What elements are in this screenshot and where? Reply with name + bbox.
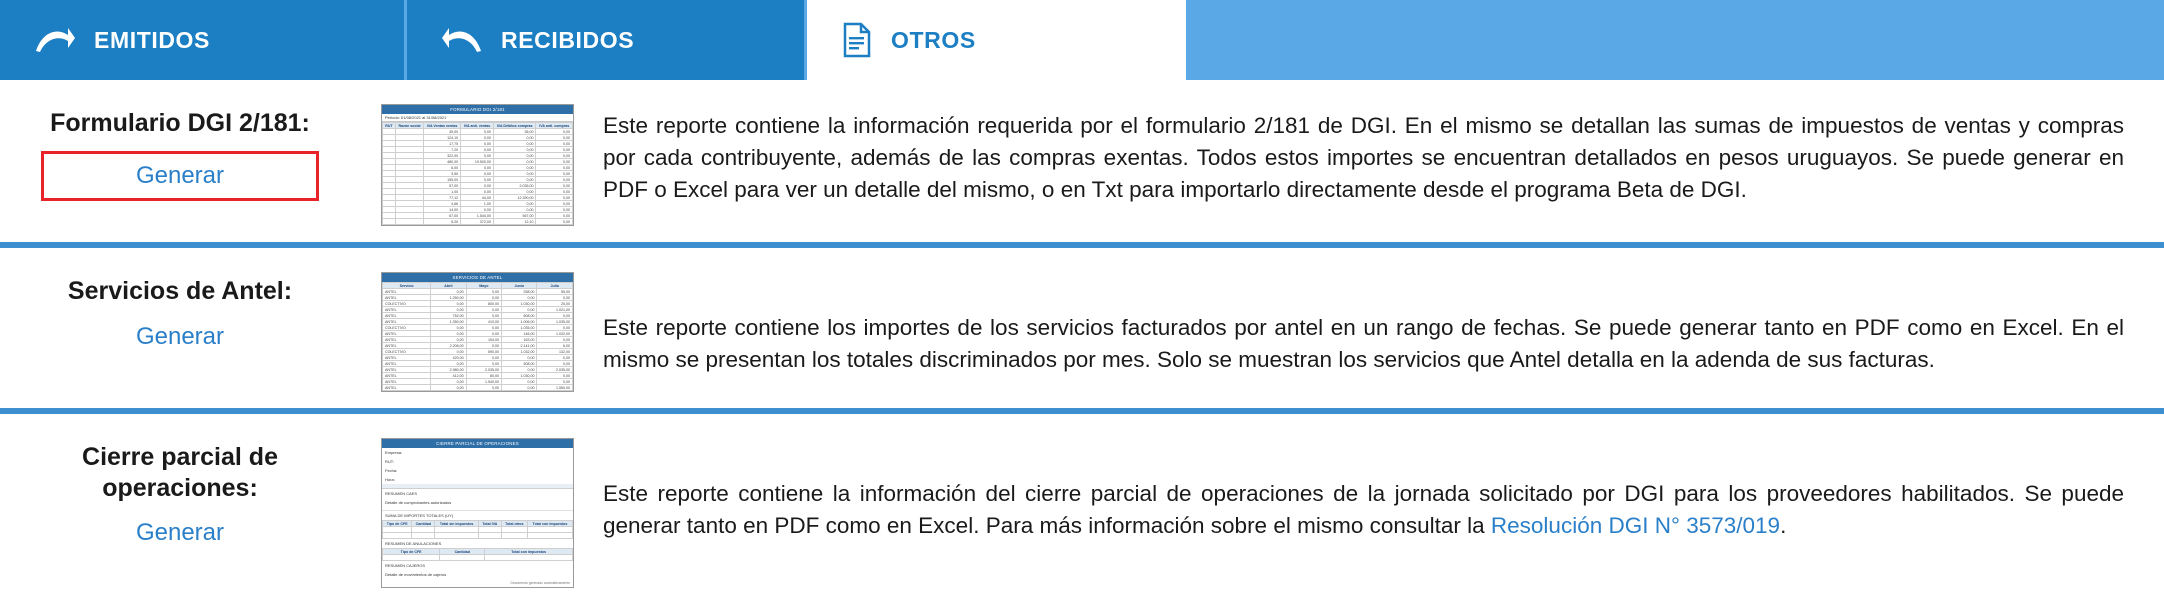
cell: ANTEL (383, 379, 431, 385)
cell: 132,00 (537, 349, 573, 355)
thumbnail-table-row (383, 219, 573, 225)
thumbnail-table (382, 282, 573, 391)
cell: 0,00 (536, 165, 573, 171)
cell (440, 555, 485, 561)
field-label: Hora: (385, 477, 395, 482)
thumbnail-col: Cantidad (412, 521, 435, 527)
cell: 0,00 (537, 361, 573, 367)
cell: 17,75 (424, 141, 461, 147)
cell (528, 533, 573, 539)
cell: 0,00 (461, 129, 494, 135)
cell: 1.550,00 (537, 385, 573, 391)
tab-otros-label: OTROS (891, 26, 976, 53)
cell: 372,00 (461, 219, 494, 225)
cell: ANTEL (383, 331, 431, 337)
cell: 0,00 (461, 183, 494, 189)
thumbnail-header: SERVICIOS DE ANTEL (382, 273, 573, 282)
cell: ANTEL (383, 373, 431, 379)
thumbnail-col: IVA anti. compras (536, 123, 573, 129)
thumbnail-table (382, 122, 573, 225)
thumbnail-field (382, 457, 573, 466)
cell: 1.544,00 (461, 213, 494, 219)
generar-button-servicios-antel[interactable]: Generar (135, 322, 225, 350)
cell: 0,00 (493, 141, 536, 147)
cell: 0,00 (493, 147, 536, 153)
cell: ANTEL (383, 355, 431, 361)
cell: 1.006,00 (502, 319, 537, 325)
cell: 0,00 (431, 349, 466, 355)
thumbnail-footer: Documento generado automáticamente (510, 581, 570, 585)
cell: 7,20 (424, 147, 461, 153)
report-description-col (595, 434, 2164, 542)
cell (383, 533, 412, 539)
thumbnail-col: Tipo de CFE (383, 521, 412, 527)
description-text-prefix: Este reporte contiene la información del cierre parcial de operaciones de la jornada solicitado por DGI para los proveedores habilitados. Se puede generar tanto en PDF como en Excel. Para más información sobre el mismo consultar la (603, 481, 2124, 538)
thumbnail-col: IVA anti. ventas (461, 123, 494, 129)
cell: 6,00 (424, 165, 461, 171)
cell: 0,00 (493, 207, 536, 213)
cell: 322,00 (424, 153, 461, 159)
thumbnail-cierre-parcial[interactable] (381, 438, 574, 588)
thumbnail-section-title: RESUMEN DE ANULACIONES (385, 541, 442, 546)
cell: 0,00 (461, 177, 494, 183)
cell: 0,00 (502, 355, 537, 361)
cell: 0,00 (502, 307, 537, 313)
cell: 1,00 (461, 201, 494, 207)
report-title-col (0, 100, 360, 201)
cell: ANTEL (383, 343, 431, 349)
thumbnail-field (382, 466, 573, 475)
report-title: Cierre parcial de operaciones: (82, 443, 278, 502)
arrow-right-curved-icon (34, 25, 76, 55)
cell: 0,00 (536, 129, 573, 135)
report-title-col (0, 434, 360, 551)
cell: 45,00 (424, 129, 461, 135)
tab-bar (0, 0, 2164, 80)
cell: 1.350,00 (431, 319, 466, 325)
report-title-col (0, 268, 360, 355)
thumbnail-section-sub: Detalle de movimientos de cajeros (385, 572, 447, 577)
cell (395, 219, 423, 225)
report-row-servicios-antel (0, 248, 2164, 402)
cell: 2.035,00 (466, 367, 501, 373)
thumbnail-table-row (383, 555, 573, 561)
cell: 36,00 (493, 129, 536, 135)
cell: 0,00 (502, 295, 537, 301)
cell: 0,00 (537, 379, 573, 385)
cell: 0,00 (431, 361, 466, 367)
cell: 1.032,00 (502, 349, 537, 355)
cell: ANTEL (383, 385, 431, 391)
cell: 0,00 (466, 313, 501, 319)
cell: 0,00 (461, 189, 494, 195)
cell (485, 555, 573, 561)
cell: 2.980,00 (431, 367, 466, 373)
cell: 0,00 (461, 207, 494, 213)
cell: 0,00 (537, 355, 573, 361)
thumbnail-col: RUT (383, 123, 396, 129)
cell: 67,00 (424, 213, 461, 219)
cell: 0,00 (536, 171, 573, 177)
cell: ANTEL (383, 313, 431, 319)
thumbnail-header: CIERRE PARCIAL DE OPERACIONES (382, 439, 573, 448)
cell: 1.250,00 (431, 295, 466, 301)
cell: 12.390,00 (493, 195, 536, 201)
cell: 412,00 (431, 373, 466, 379)
cell: 0,00 (536, 201, 573, 207)
cell (435, 533, 479, 539)
cell: 0,00 (466, 355, 501, 361)
cell: 0,00 (466, 361, 501, 367)
cell: 0,00 (461, 135, 494, 141)
thumbnail-col: Total sin impuestos (435, 521, 479, 527)
thumbnail-field (382, 475, 573, 484)
tab-otros[interactable] (804, 0, 1186, 80)
cell (383, 219, 396, 225)
cell: 0,00 (461, 165, 494, 171)
cell: ANTEL (383, 367, 431, 373)
cell: 608,00 (502, 313, 537, 319)
cell: 0,00 (536, 153, 573, 159)
cell: ANTEL (383, 361, 431, 367)
cell: 0,00 (493, 165, 536, 171)
thumbnail-table-row (383, 533, 573, 539)
cell: 0,00 (431, 379, 466, 385)
tab-recibidos-label: RECIBIDOS (501, 26, 635, 53)
thumbnail-col: Julio (537, 283, 573, 289)
thumbnail-col: Total IVA (478, 521, 501, 527)
cell: 1.035,00 (537, 319, 573, 325)
report-thumbnail-col (360, 100, 595, 226)
cell: 155,00 (424, 177, 461, 183)
thumbnail-header: FORMULARIO DGI 2/181 (382, 105, 573, 114)
cell: 0,00 (493, 153, 536, 159)
cell: 0,00 (536, 135, 573, 141)
reports-list (0, 80, 2164, 598)
cell: 0,00 (493, 189, 536, 195)
generar-button-cierre-parcial[interactable]: Generar (135, 519, 225, 546)
field-label: RUT: (385, 459, 394, 464)
thumbnail-col: Abril (431, 283, 466, 289)
cell: 0,00 (537, 337, 573, 343)
cell: 1,00 (424, 189, 461, 195)
cell: 0,00 (537, 373, 573, 379)
tab-bar-filler (1186, 0, 2164, 80)
cell: 0,00 (466, 343, 501, 349)
cell: 163,00 (502, 337, 537, 343)
cell (383, 555, 440, 561)
cell: 0,00 (431, 331, 466, 337)
cell: 2.141,00 (502, 343, 537, 349)
cell: 0,00 (466, 385, 501, 391)
cell: 0,00 (431, 289, 466, 295)
report-thumbnail-col (360, 434, 595, 588)
cell: 0,00 (536, 195, 573, 201)
cell: 0,00 (466, 325, 501, 331)
thumbnail-col: Tipo de CFE (383, 549, 440, 555)
arrow-left-curved-icon (441, 25, 483, 55)
cell: 0,00 (493, 171, 536, 177)
report-description: Este reporte contiene los importes de los servicios facturados por antel en un rango de fechas. Se puede generar tanto en PDF como en Excel. En el mismo se presentan los totales discriminados por mes. Solo se muestran los servicios que Antel detalla en la adenda de sus facturas. (603, 315, 2124, 372)
cell: 0,00 (502, 385, 537, 391)
cell: 0,00 (431, 385, 466, 391)
cell: 0,00 (502, 367, 537, 373)
cell (478, 533, 501, 539)
cell: 0,00 (493, 201, 536, 207)
thumbnail-col: Mayo (466, 283, 501, 289)
cell: 0,00 (536, 177, 573, 183)
cell: 752,00 (431, 313, 466, 319)
cell: 567,00 (493, 213, 536, 219)
cell: 2.035,00 (537, 367, 573, 373)
resolucion-dgi-link[interactable]: Resolución DGI N° 3573/019 (1490, 512, 1781, 538)
cell: 57,00 (424, 183, 461, 189)
thumbnail-servicios-antel[interactable] (381, 272, 574, 392)
tab-emitidos[interactable] (0, 0, 404, 80)
thumbnail-col: Servicio (383, 283, 431, 289)
report-thumbnail-col (360, 268, 595, 392)
cell: 2.035,00 (493, 183, 536, 189)
cell: 1.540,00 (466, 379, 501, 385)
tab-emitidos-label: EMITIDOS (94, 26, 210, 53)
cell: 0,00 (466, 307, 501, 313)
cell: 0,00 (502, 379, 537, 385)
generar-button-formulario-dgi[interactable]: Generar (41, 151, 319, 201)
thumbnail-col: Total con impuestos (485, 549, 573, 555)
cell: ANTEL (383, 337, 431, 343)
cell: 0,00 (461, 171, 494, 177)
cell: 0,00 (536, 213, 573, 219)
thumbnail-table-row (383, 385, 573, 391)
thumbnail-col: IVA Débitos compras (493, 123, 536, 129)
report-description-col (595, 268, 2164, 376)
cell: 0,00 (536, 183, 573, 189)
cell: 2.208,00 (431, 343, 466, 349)
cell: 0,00 (537, 325, 573, 331)
thumbnail-table (382, 548, 573, 561)
report-row-cierre-parcial (0, 414, 2164, 598)
cell: 154,00 (466, 337, 501, 343)
cell: 80,00 (466, 373, 501, 379)
cell: 590,00 (466, 349, 501, 355)
thumbnail-section-sub: Detalle de comprobantes autorizados (385, 500, 452, 505)
thumbnail-subheader: Periodo: 01/08/2021 al 31/08/2021 (382, 114, 573, 122)
cell: 19.500,00 (461, 159, 494, 165)
cell: 800,00 (466, 301, 501, 307)
cell: COLECTIVO (383, 349, 431, 355)
cell: 146,00 (502, 331, 537, 337)
cell: 0,00 (537, 313, 573, 319)
cell: ANTEL (383, 289, 431, 295)
thumbnail-table (382, 520, 573, 539)
cell: 0,00 (536, 207, 573, 213)
report-title: Formulario DGI 2/181: (50, 109, 310, 137)
cell: 0,00 (536, 141, 573, 147)
cell: 6,00 (537, 343, 573, 349)
cell: 480,00 (424, 159, 461, 165)
cell: 1.021,00 (537, 307, 573, 313)
report-title: Servicios de Antel: (67, 277, 293, 305)
cell (412, 533, 435, 539)
thumbnail-col: Total otros (501, 521, 527, 527)
cell: 0,00 (466, 295, 501, 301)
thumbnail-section-title: RESUMEN CAJEROS (385, 563, 426, 568)
thumbnail-field (382, 448, 573, 457)
report-description: Este reporte contiene la información requerida por el formulario 2/181 de DGI. En el mismo se detallan las sumas de impuestos de ventas y compras por cada contribuyente, además de las compras exentas. Todos estos importes se encuentran detallados en pesos uruguayos. Se puede generar en PDF o Excel para ver un detalle del mismo, o en Txt para importarlo directamente desde el programa Beta de DGI. (603, 113, 2124, 202)
thumbnail-col: Total con impuestos (528, 521, 573, 527)
cell (501, 533, 527, 539)
cell: 0,00 (461, 141, 494, 147)
report-description (603, 444, 2124, 542)
cell: 0,00 (431, 301, 466, 307)
report-row-formulario-dgi (0, 80, 2164, 236)
cell: 55,00 (537, 289, 573, 295)
document-icon (841, 22, 873, 58)
cell: 1.030,00 (502, 373, 537, 379)
cell: 12,10 (493, 219, 536, 225)
cell: 0,00 (536, 189, 573, 195)
cell: ANTEL (383, 307, 431, 313)
thumbnail-formulario-dgi[interactable] (381, 104, 574, 226)
cell: 420,00 (431, 355, 466, 361)
cell: 0,00 (536, 159, 573, 165)
cell: 0,00 (493, 135, 536, 141)
cell: 14,00 (424, 207, 461, 213)
cell: 3,50 (424, 171, 461, 177)
cell: 0,00 (537, 295, 573, 301)
cell: 0,00 (431, 325, 466, 331)
cell: 5,20 (424, 219, 461, 225)
cell: 410,00 (466, 319, 501, 325)
thumbnail-col: IVA Ventas ventas (424, 123, 461, 129)
cell: 0,00 (461, 153, 494, 159)
cell: 4,66 (424, 201, 461, 207)
cell: 1.032,00 (537, 331, 573, 337)
cell: 0,00 (536, 147, 573, 153)
cell: ANTEL (383, 295, 431, 301)
cell: 0,00 (536, 219, 573, 225)
description-text-suffix: . (1780, 512, 1787, 538)
field-label: Empresa: (385, 450, 403, 455)
thumbnail-col: Razón social (395, 123, 423, 129)
cell: 1.030,00 (502, 301, 537, 307)
cell: 258,00 (502, 289, 537, 295)
cell: 44,00 (461, 195, 494, 201)
cell: COLECTIVO (383, 325, 431, 331)
cell: 0,00 (493, 159, 536, 165)
cell: 25,00 (537, 301, 573, 307)
cell: 0,00 (466, 331, 501, 337)
cell: 1.035,00 (502, 325, 537, 331)
thumbnail-col: Junio (502, 283, 537, 289)
cell: 0,00 (493, 177, 536, 183)
cell: ANTEL (383, 319, 431, 325)
cell: 0,00 (431, 337, 466, 343)
report-description-col (595, 100, 2164, 206)
thumbnail-section-title: RESUMEN CAES (385, 491, 418, 496)
cell: COLECTIVO (383, 301, 431, 307)
cell: 124,10 (424, 135, 461, 141)
tab-recibidos[interactable] (404, 0, 804, 80)
thumbnail-col: Cantidad (440, 549, 485, 555)
thumbnail-section-title: SUMA DE IMPORTES TOTALES (UY) (385, 513, 454, 518)
cell: 77,12 (424, 195, 461, 201)
cell: 0,00 (466, 289, 501, 295)
cell: 508,00 (502, 361, 537, 367)
cell: 0,00 (461, 147, 494, 153)
cell: 0,00 (431, 307, 466, 313)
field-label: Fecha: (385, 468, 398, 473)
